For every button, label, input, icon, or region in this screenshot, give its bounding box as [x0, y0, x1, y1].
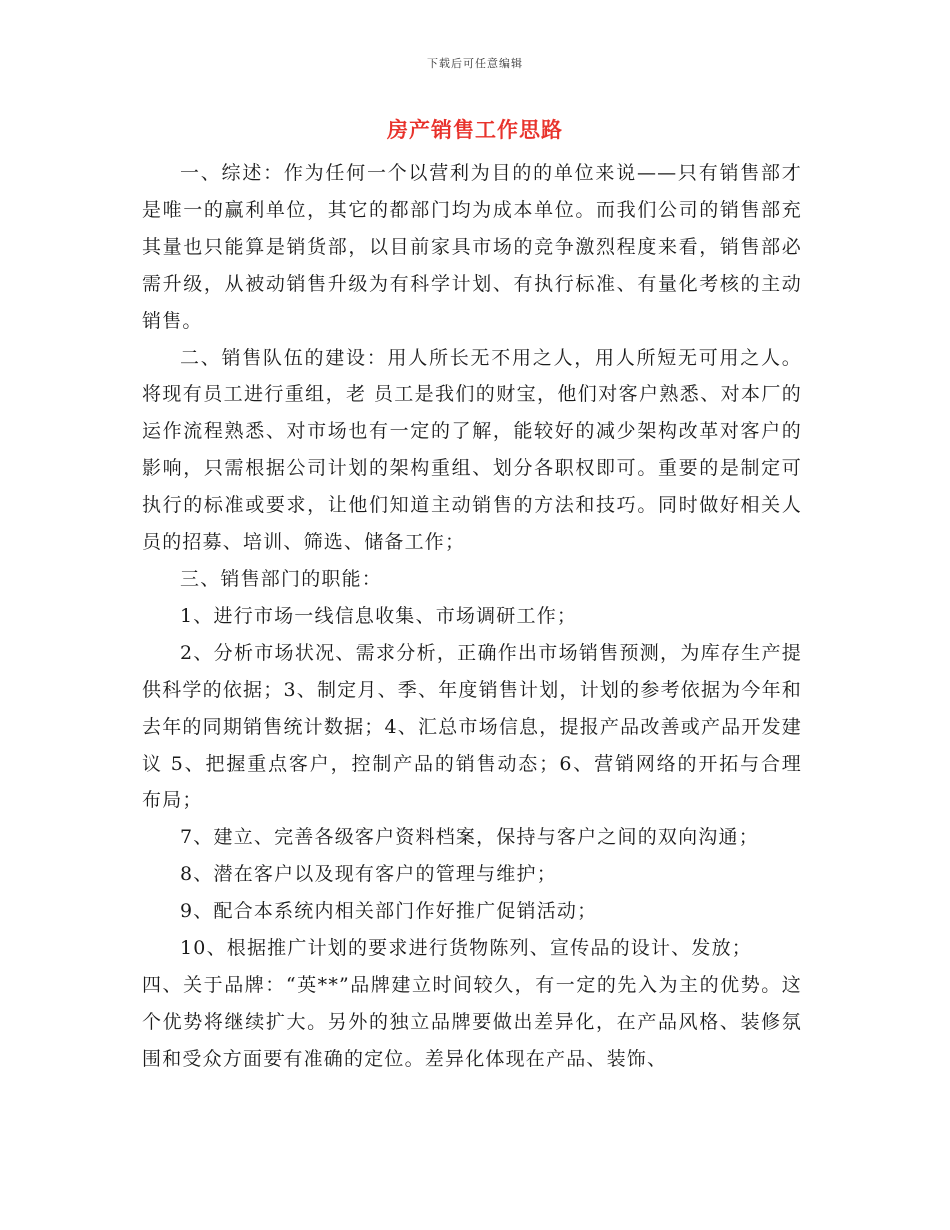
paragraph-function-7: 7、建立、完善各级客户资料档案，保持与客户之间的双向沟通；: [180, 826, 759, 849]
paragraph-brand: 四、关于品牌：“英**”品牌建立时间较久，有一定的先入为主的优势。这个优势将继续扩大。另外的独立品牌要做出差异化，在产品风格、装修氛围和受众方面要有准确的定位。差异化体现在产品、装饰、: [142, 973, 802, 1070]
document-body: [142, 155, 802, 1078]
paragraph-sales-team: 二、销售队伍的建设：用人所长无不用之人，用人所短无可用之人。将现有员工进行重组，老 员工是我们的财宝，他们对客户熟悉、对本厂的运作流程熟悉、对市场也有一定的了解，能较好的减少架构改革对客户的影响，只需根据公司计划的架构重组、划分各职权即可。重要的是制定可执行的标准或要求，让他们知道主动销售的方法和技巧。同时做好相关人员的招募、培训、筛选、储备工作；: [142, 346, 802, 554]
page-header-note: 下载后可任意编辑: [427, 57, 523, 70]
paragraph-overview: 一、综述：作为任何一个以营利为目的的单位来说——只有销售部才是唯一的赢利单位，其它的都部门均为成本单位。而我们公司的销售部充其量也只能算是销货部，以目前家具市场的竞争激烈程度来看，销售部必需升级，从被动销售升级为有科学计划、有执行标准、有量化考核的主动销售。: [142, 162, 802, 332]
paragraph-department-functions: 三、销售部门的职能：: [180, 567, 383, 590]
paragraph-function-1: 1、进行市场一线信息收集、市场调研工作；: [180, 604, 578, 627]
paragraph-function-10: 10、根据推广计划的要求进行货物陈列、宣传品的设计、发放；: [180, 937, 752, 960]
paragraph-function-2-6: 2、分析市场状况、需求分析，正确作出市场销售预测，为库存生产提供科学的依据；3、制定月、季、年度销售计划，计划的参考依据为今年和去年的同期销售统计数据；4、汇总市场信息，提报产品改善或产品开发建议 5、把握重点客户，控制产品的销售动态；6、营销网络的开拓与合理布局；: [142, 641, 802, 812]
paragraph-function-9: 9、配合本系统内相关部门作好推广促销活动；: [180, 900, 598, 923]
paragraph-function-8: 8、潜在客户以及现有客户的管理与维护；: [180, 863, 557, 886]
document-title: 房产销售工作思路: [387, 117, 563, 142]
